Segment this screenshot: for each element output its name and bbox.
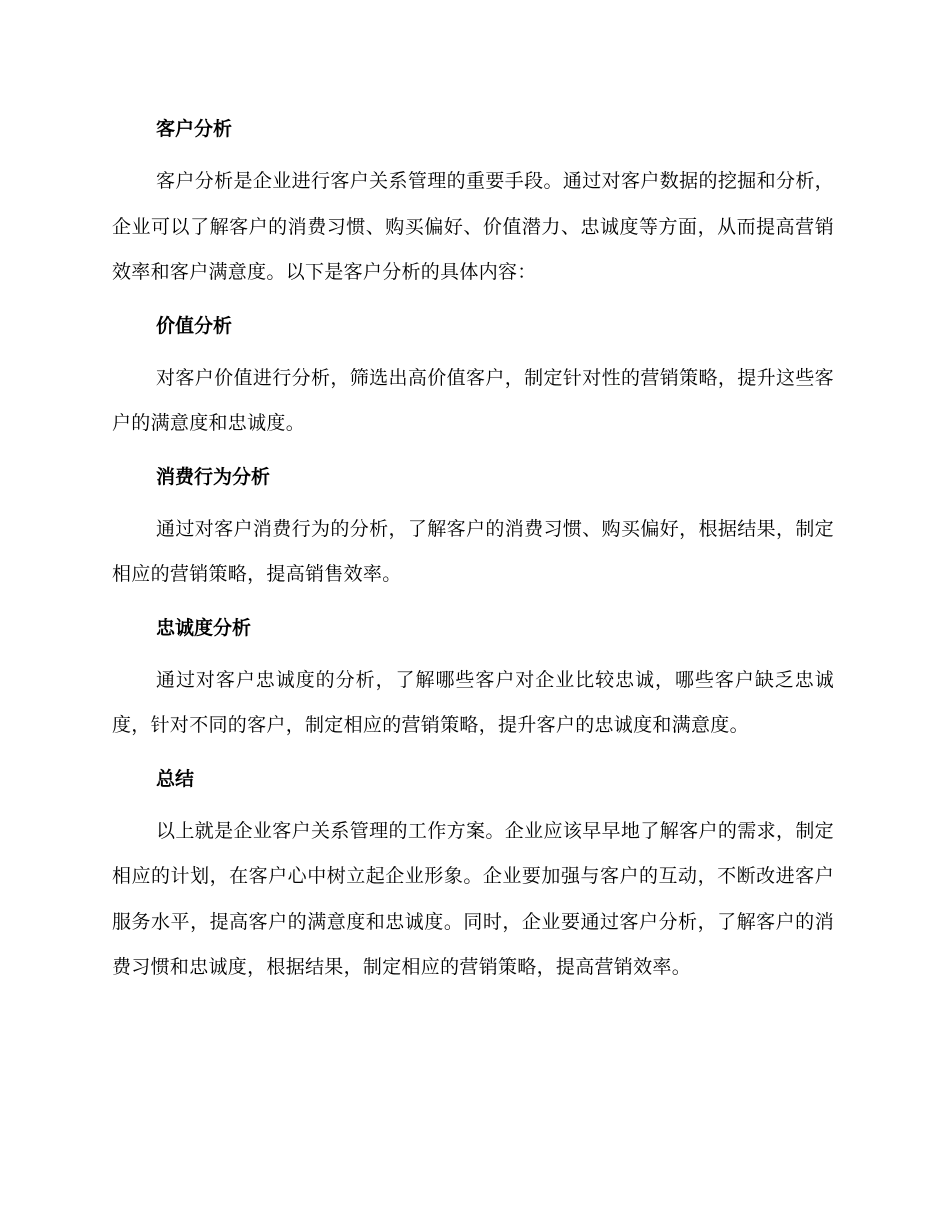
section-heading-loyalty-analysis: 忠诚度分析: [156, 616, 252, 639]
section-heading-summary: 总结: [156, 767, 195, 790]
section-body-value-analysis: 对客户价值进行分析，筛选出高价值客户，制定针对性的营销策略，提升这些客户的满意度和忠诚度。: [112, 366, 834, 434]
section-body-loyalty-analysis: 通过对客户忠诚度的分析，了解哪些客户对企业比较忠诚，哪些客户缺乏忠诚度，针对不同的客户，制定相应的营销策略，提升客户的忠诚度和满意度。: [112, 668, 834, 736]
section-body-customer-analysis: 客户分析是企业进行客户关系管理的重要手段。通过对客户数据的挖掘和分析，企业可以了解客户的消费习惯、购买偏好、价值潜力、忠诚度等方面，从而提高营销效率和客户满意度。以下是客户分析的具体内容：: [112, 170, 834, 283]
section-heading-consumption-behavior: 消费行为分析: [156, 465, 271, 488]
section-heading-value-analysis: 价值分析: [156, 314, 233, 337]
section-body-summary: 以上就是企业客户关系管理的工作方案。企业应该早早地了解客户的需求，制定相应的计划，在客户心中树立起企业形象。企业要加强与客户的互动，不断改进客户服务水平，提高客户的满意度和忠诚度。同时，企业要通过客户分析，了解客户的消费习惯和忠诚度，根据结果，制定相应的营销策略，提高营销效率。: [112, 819, 834, 978]
section-body-consumption-behavior: 通过对客户消费行为的分析，了解客户的消费习惯、购买偏好，根据结果，制定相应的营销策略，提高销售效率。: [112, 517, 834, 585]
section-heading-customer-analysis: 客户分析: [156, 118, 233, 140]
document-page: [112, 110, 834, 991]
